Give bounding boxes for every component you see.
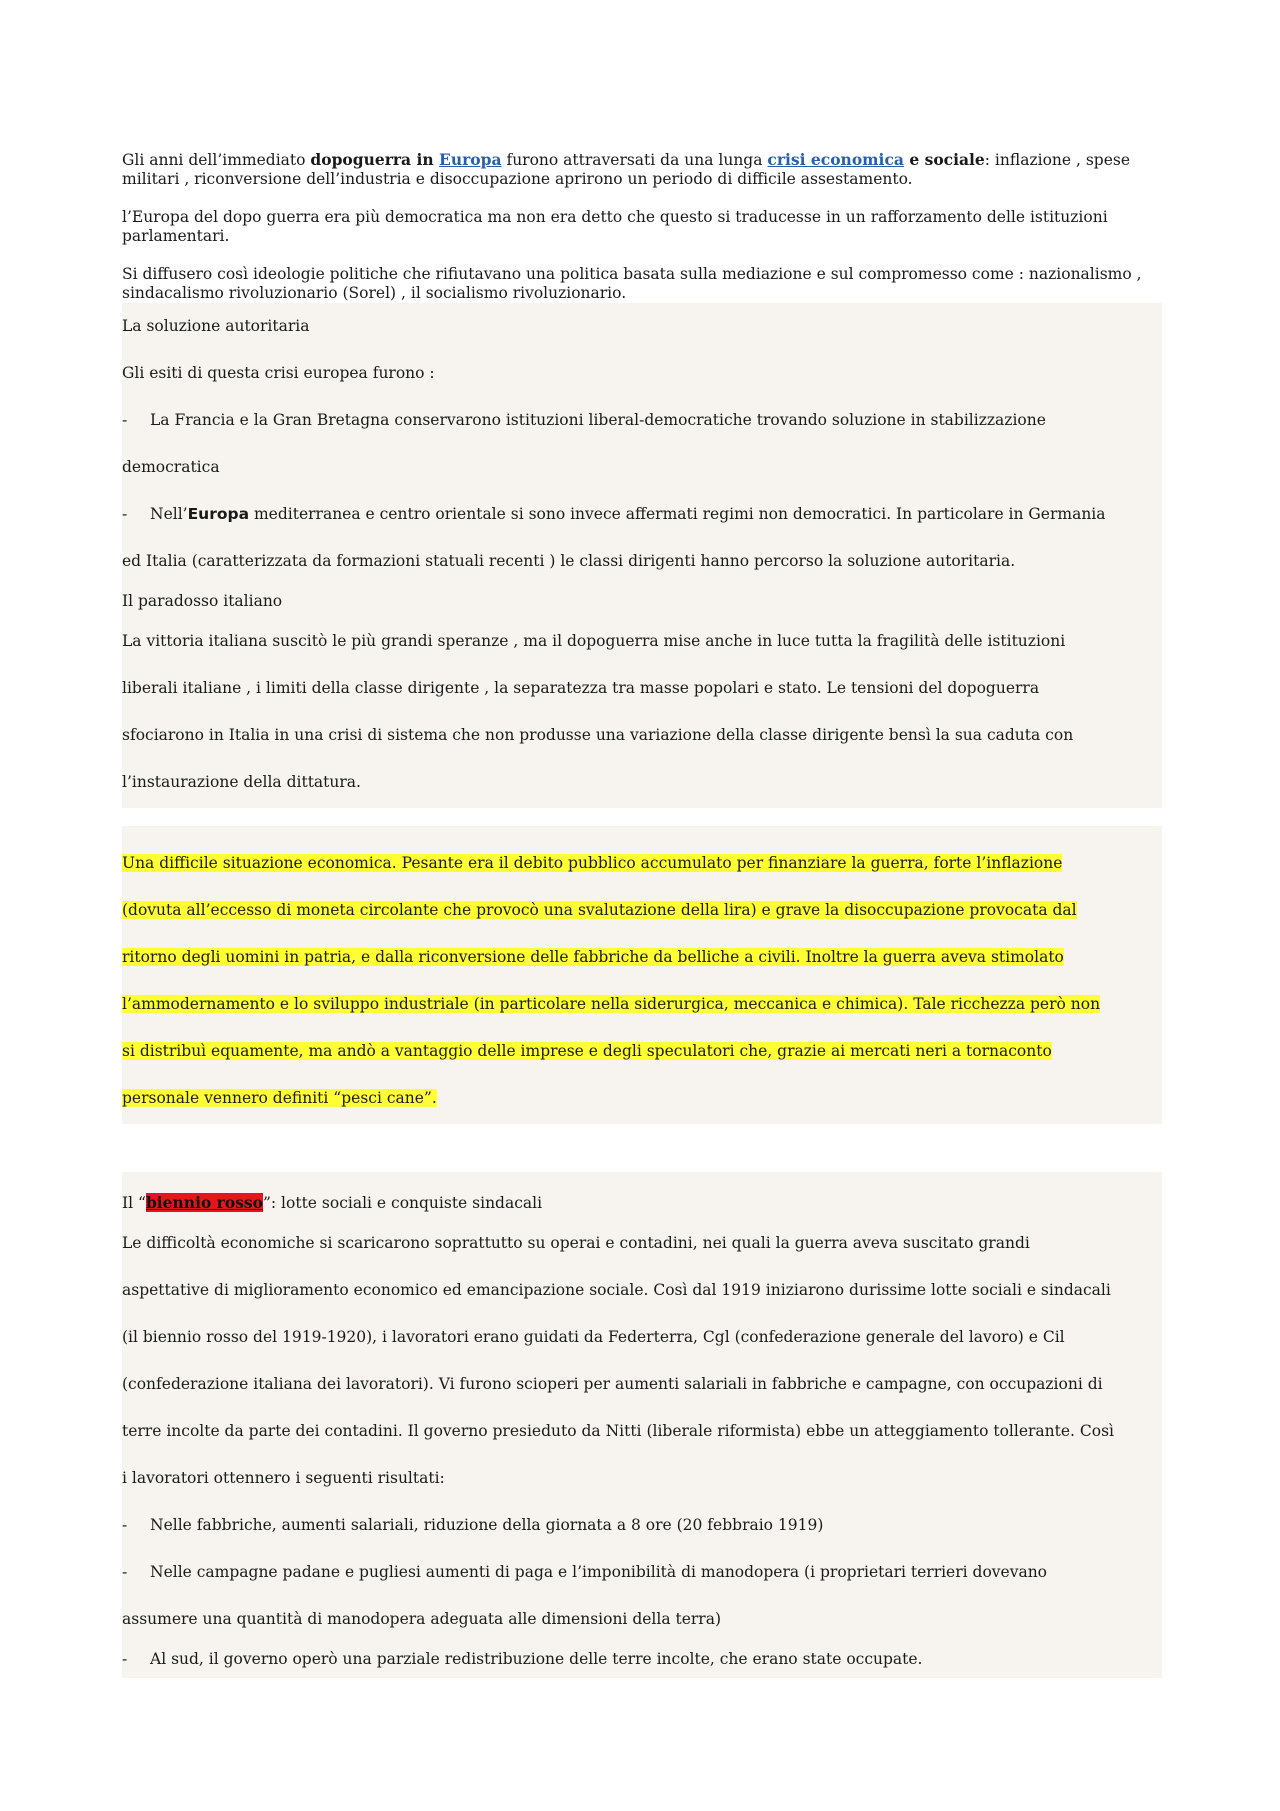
paragraph-line: (il biennio rosso del 1919-1920), i lavoratori erano guidati da Federterra, Cgl (confederazione generale del lavoro) e Cil	[122, 1328, 1065, 1346]
bold-text: dopoguerra in	[310, 150, 440, 169]
document-body	[122, 150, 1162, 1678]
highlight: si distribuì equamente, ma andò a vantaggio delle imprese e degli speculatori che, grazie ai mercati neri a tornaconto	[122, 1042, 1052, 1060]
link-europa[interactable]: Europa	[439, 150, 502, 169]
highlight: l’ammodernamento e lo sviluppo industriale (in particolare nella siderurgica, meccanica e chimica). Tale ricchezza però non	[122, 995, 1101, 1013]
highlight: personale vennero definiti “pesci cane”.	[122, 1089, 437, 1107]
list-item	[122, 1549, 1162, 1596]
paragraph-line: terre incolte da parte dei contadini. Il governo presieduto da Nitti (liberale riformista) ebbe un atteggiamento tollerante. Così	[122, 1422, 1115, 1440]
paragraph-line: Le difficoltà economiche si scaricarono soprattutto su operai e contadini, nei quali la guerra aveva suscitato grandi	[122, 1234, 1030, 1252]
highlighted-line	[122, 981, 1162, 1028]
highlighted-line	[122, 1075, 1162, 1122]
highlighted-line	[122, 934, 1162, 981]
list-item	[122, 1643, 1162, 1676]
list-item-continuation: assumere una quantità di manodopera adeguata alle dimensioni della terra)	[122, 1610, 722, 1628]
section-heading: La soluzione autoritaria	[122, 317, 310, 335]
text-run: ”: lotte sociali e conquiste sindacali	[262, 1194, 543, 1212]
bullet-dash: -	[122, 1650, 128, 1668]
bullet-dash: -	[122, 1516, 128, 1534]
section-economic-situation	[122, 826, 1162, 1124]
list-item-continuation: ed Italia (caratterizzata da formazioni statuali recenti ) le classi dirigenti hanno percorso la soluzione autoritaria.	[122, 552, 1016, 570]
sub-heading: Il paradosso italiano	[122, 592, 283, 610]
bullet-dash: -	[122, 505, 128, 523]
highlighted-line	[122, 887, 1162, 934]
paragraph-line: l’instaurazione della dittatura.	[122, 773, 361, 791]
list-item	[122, 397, 1162, 444]
intro-paragraph-3: Si diffusero così ideologie politiche che rifiutavano una politica basata sulla mediazione e sul compromesso come : nazionalismo , sindacalismo rivoluzionario (Sorel) , il socialismo rivoluzionario.	[122, 265, 1142, 302]
text-run: furono attraversati da una lunga	[501, 151, 768, 169]
paragraph-line: aspettative di miglioramento economico ed emancipazione sociale. Così dal 1919 iniziarono durissime lotte sociali e sindacali	[122, 1281, 1111, 1299]
text-run: Il “	[122, 1194, 146, 1212]
section-authoritarian-solution	[122, 303, 1162, 808]
bold-text: Europa	[187, 505, 250, 523]
section-heading	[122, 1186, 1162, 1220]
text-run: La Francia e la Gran Bretagna conservarono istituzioni liberal-democratiche trovando soluzione in stabilizzazione	[150, 411, 1046, 429]
text-run: Nelle fabbriche, aumenti salariali, riduzione della giornata a 8 ore (20 febbraio 1919)	[150, 1516, 824, 1534]
paragraph-line: (confederazione italiana dei lavoratori). Vi furono scioperi per aumenti salariali in fabbriche e campagne, con occupazioni di	[122, 1375, 1103, 1393]
text-run: mediterranea e centro orientale si sono invece affermati regimi non democratici. In particolare in Germania	[249, 505, 1106, 523]
list-item	[122, 491, 1162, 538]
highlight: Una difficile situazione economica. Pesante era il debito pubblico accumulato per finanziare la guerra, forte l’inflazione	[122, 854, 1063, 872]
paragraph-line: i lavoratori ottennero i seguenti risultati:	[122, 1469, 445, 1487]
list-item-continuation: democratica	[122, 458, 220, 476]
text-run: Gli anni dell’immediato	[122, 151, 311, 169]
red-highlight: biennio rosso	[145, 1193, 263, 1212]
intro-section	[122, 150, 1162, 303]
link-crisi-economica[interactable]: crisi economica	[767, 150, 904, 169]
list-item	[122, 1502, 1162, 1549]
highlight: ritorno degli uomini in patria, e dalla riconversione delle fabbriche da belliche a civili. Inoltre la guerra aveva stimolato	[122, 948, 1064, 966]
paragraph-line: liberali italiane , i limiti della classe dirigente , la separatezza tra masse popolari e stato. Le tensioni del dopoguerra	[122, 679, 1040, 697]
bullet-dash: -	[122, 411, 128, 429]
paragraph-line: La vittoria italiana suscitò le più grandi speranze , ma il dopoguerra mise anche in luce tutta la fragilità delle istituzioni	[122, 632, 1066, 650]
bold-text: e sociale	[903, 150, 985, 169]
text-run: Al sud, il governo operò una parziale redistribuzione delle terre incolte, che erano state occupate.	[150, 1650, 923, 1668]
text-run: Nell’	[150, 505, 188, 523]
highlighted-line	[122, 1028, 1162, 1075]
highlighted-line	[122, 840, 1162, 887]
section-biennio-rosso	[122, 1172, 1162, 1678]
intro-paragraph-2: l’Europa del dopo guerra era più democratica ma non era detto che questo si traducesse in un rafforzamento delle istituzioni parlamentari.	[122, 208, 1108, 245]
highlight: (dovuta all’eccesso di moneta circolante che provocò una svalutazione della lira) e grave la disoccupazione provocata dal	[122, 901, 1077, 919]
paragraph-line: sfociarono in Italia in una crisi di sistema che non produsse una variazione della classe dirigente bensì la sua caduta con	[122, 726, 1074, 744]
section-lead: Gli esiti di questa crisi europea furono :	[122, 364, 435, 382]
text-run: : inflazione , spese militari , riconversione dell’industria e disoccupazione aprirono un periodo di difficile assestamento.	[122, 151, 1131, 188]
intro-paragraph-1	[122, 150, 1162, 189]
text-run: Nelle campagne padane e pugliesi aumenti di paga e l’imponibilità di manodopera (i proprietari terrieri dovevano	[150, 1563, 1048, 1581]
bullet-dash: -	[122, 1563, 128, 1581]
